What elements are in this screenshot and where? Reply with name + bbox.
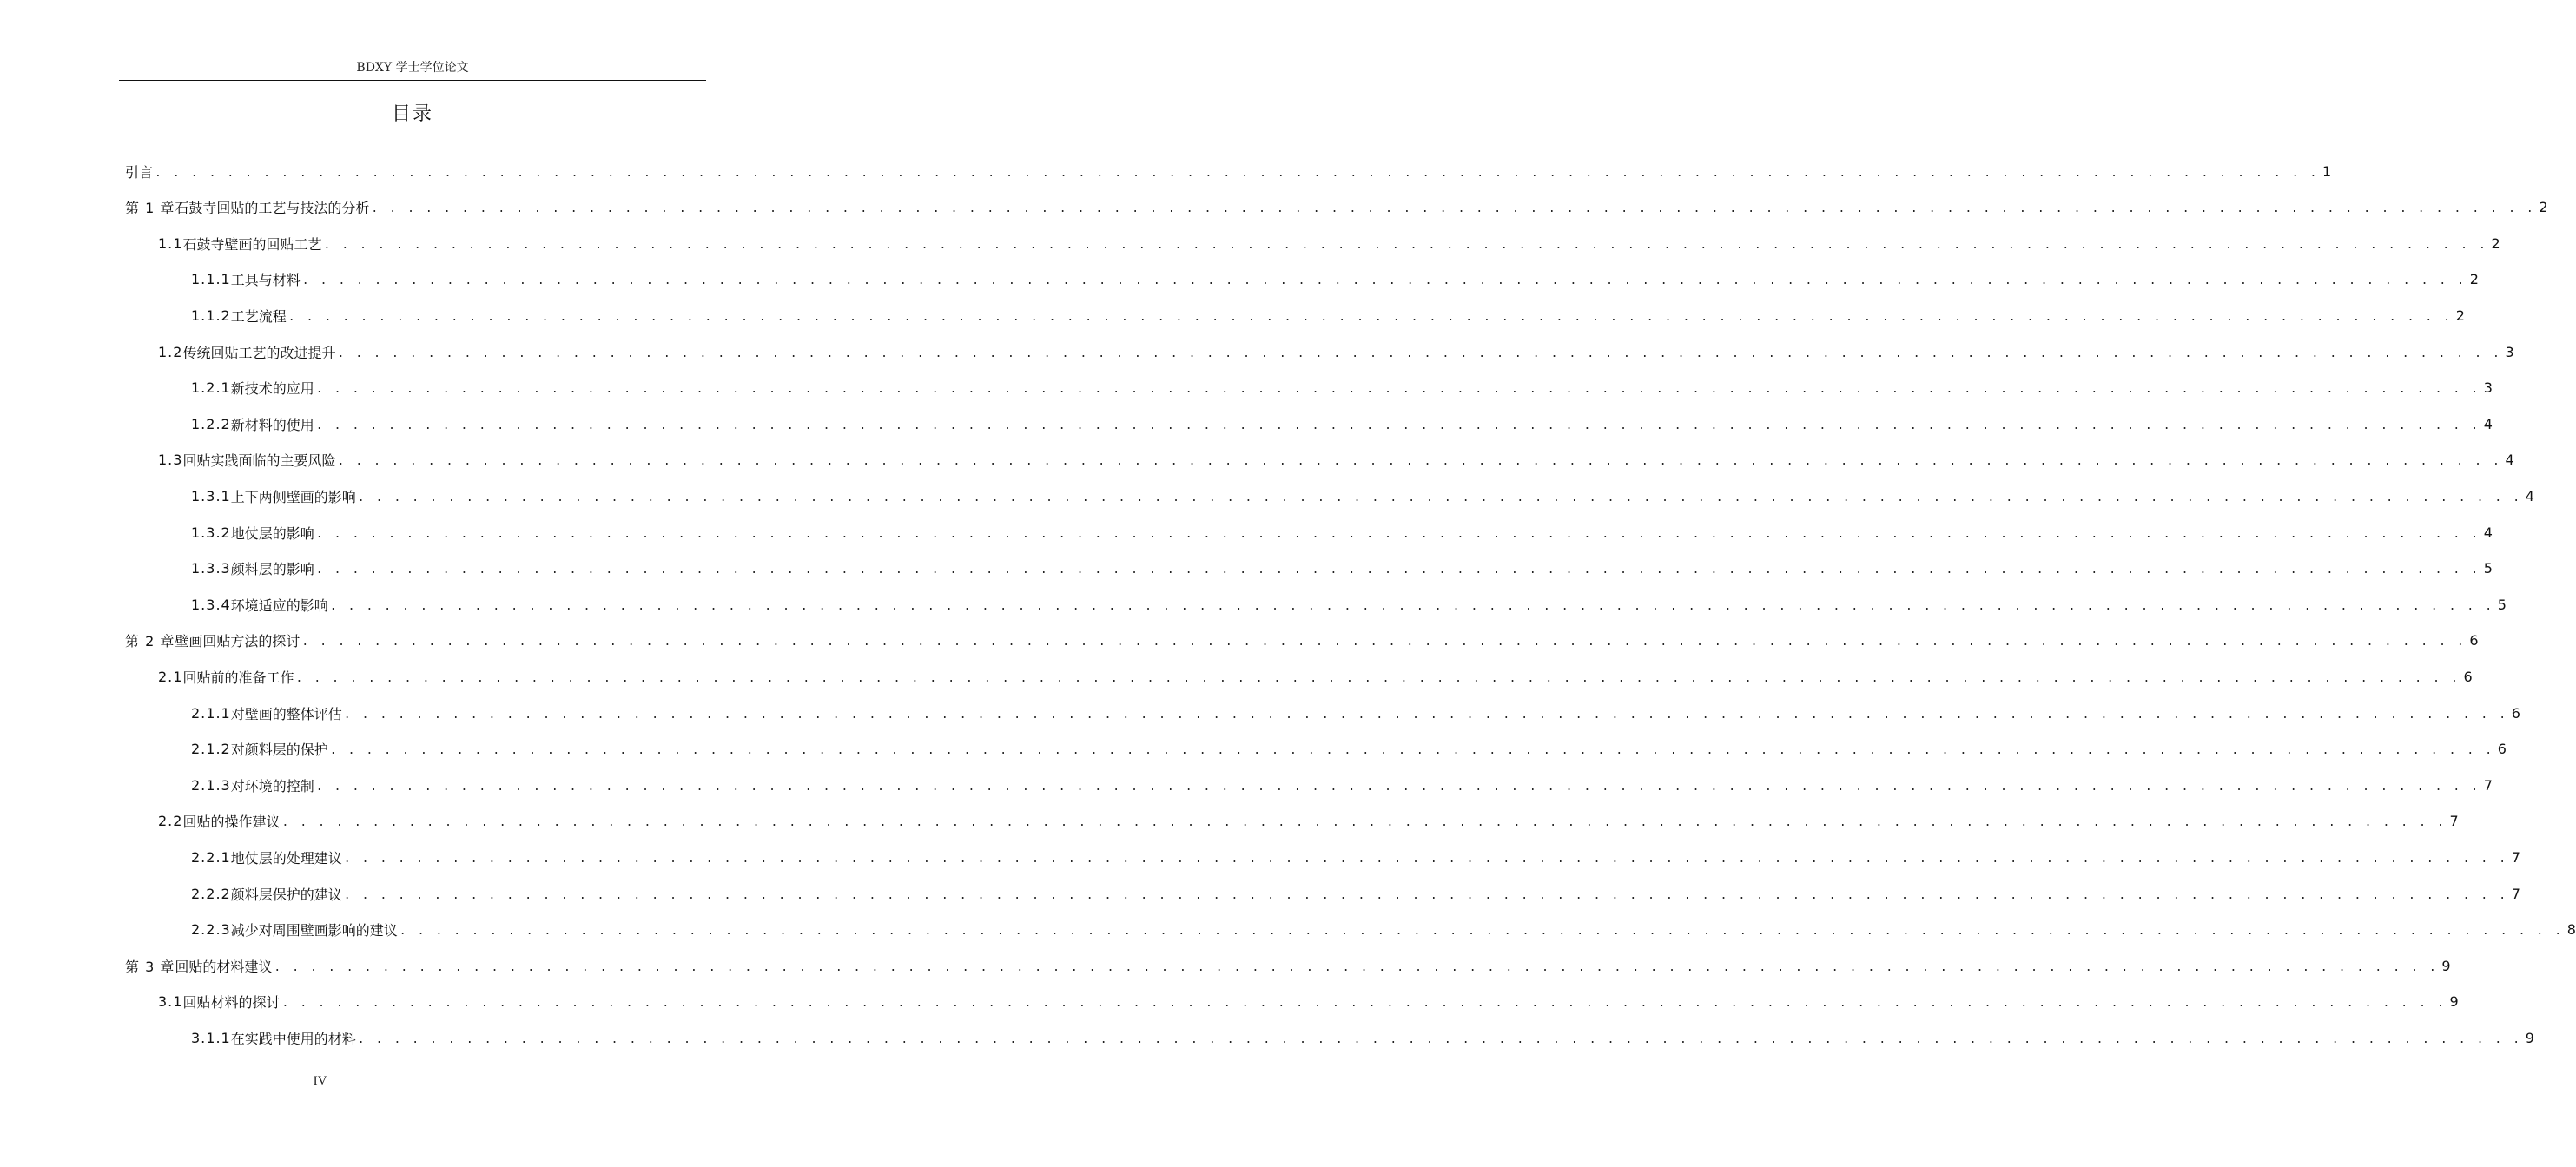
toc-entry-number: 1.1.2 bbox=[191, 307, 231, 324]
toc-entry-number: 2.1 bbox=[158, 668, 183, 685]
toc-entry-page: 2 bbox=[2469, 271, 2479, 288]
toc-entry-title: 地仗层的影响 bbox=[230, 524, 314, 542]
toc-entry-title: 对颜料层的保护 bbox=[230, 742, 328, 759]
toc-entry-page: 7 bbox=[2511, 848, 2520, 866]
toc-entry[interactable] bbox=[191, 912, 2576, 948]
toc-entry-number: 1.2.2 bbox=[191, 415, 231, 432]
toc-entry-number: 第 2 章 bbox=[125, 633, 175, 650]
toc-entry-title: 壁画回贴方法的探讨 bbox=[175, 633, 301, 650]
toc-dot-leader: . . . . . . . . . . . . . . . . . . . . . . . . . . . . . . . . . . . . . . . . . . . . . . . . . . . . . . . . . . . . . . . . . . . . . . . . . . . . . . . . . . . . . . . . . . . . . . . . . . . . . . . . . . . . . . . . . . . . . . . . bbox=[323, 238, 2488, 252]
toc-entry[interactable] bbox=[191, 405, 2493, 442]
toc-entry-page: 5 bbox=[2497, 596, 2507, 613]
toc-entry-number: 1.3.2 bbox=[191, 524, 231, 541]
toc-dot-leader: . . . . . . . . . . . . . . . . . . . . . . . . . . . . . . . . . . . . . . . . . . . . . . . . . . . . . . . . . . . . . . . . . . . . . . . . . . . . . . . . . . . . . . . . . . . . . . . . . . . . . . . . . . . . . . . . . . . . . . . . bbox=[287, 310, 2453, 324]
toc-entry-page: 4 bbox=[2483, 415, 2493, 432]
toc-entry-page: 7 bbox=[2511, 885, 2520, 902]
toc-dot-leader: . . . . . . . . . . . . . . . . . . . . . . . . . . . . . . . . . . . . . . . . . . . . . . . . . . . . . . . . . . . . . . . . . . . . . . . . . . . . . . . . . . . . . . . . . . . . . . . . . . . . . . . . . . . . . . . . . . . . . . . . bbox=[343, 708, 2508, 722]
toc-entry[interactable] bbox=[191, 767, 2493, 803]
toc-entry-page: 4 bbox=[2505, 452, 2514, 469]
running-header: BDXY 学士学位论文 bbox=[356, 61, 469, 75]
toc-entry[interactable] bbox=[191, 839, 2520, 875]
toc-entry-title: 工具与材料 bbox=[230, 272, 301, 289]
toc-entry-title: 回贴实践面临的主要风险 bbox=[182, 452, 336, 470]
toc-entry-title: 对环境的控制 bbox=[230, 777, 314, 794]
toc-entry-number: 1.3 bbox=[158, 452, 183, 469]
toc-entry-page: 5 bbox=[2483, 560, 2493, 577]
toc-entry[interactable] bbox=[158, 803, 2459, 840]
toc-dot-leader: . . . . . . . . . . . . . . . . . . . . . . . . . . . . . . . . . . . . . . . . . . . . . . . . . . . . . . . . . . . . . . . . . . . . . . . . . . . . . . . . . . . . . . . . . . . . . . . . . . . . . . . . . . . . . . . . . . . . . . . . bbox=[357, 491, 2522, 504]
toc-entry[interactable] bbox=[158, 658, 2473, 695]
toc-entry-number: 2.2.3 bbox=[191, 921, 231, 939]
toc-entry[interactable] bbox=[191, 370, 2493, 406]
toc-entry[interactable] bbox=[125, 153, 2332, 189]
toc-dot-leader: . . . . . . . . . . . . . . . . . . . . . . . . . . . . . . . . . . . . . . . . . . . . . . . . . . . . . . . . . . . . . . . . . . . . . . . . . . . . . . . . . . . . . . . . . . . . . . . . . . . . . . . . . . . . . . . . . . . . . . . . bbox=[315, 383, 2480, 397]
toc-entry-title: 工艺流程 bbox=[230, 307, 287, 325]
toc-dot-leader: . . . . . . . . . . . . . . . . . . . . . . . . . . . . . . . . . . . . . . . . . . . . . . . . . . . . . . . . . . . . . . . . . . . . . . . . . . . . . . . . . . . . . . . . . . . . . . . . . . . . . . . . . . . . . . . . . . . . . . . . bbox=[315, 419, 2480, 432]
toc-entry-page: 2 bbox=[2455, 307, 2465, 324]
toc-entry[interactable] bbox=[191, 478, 2534, 514]
toc-entry[interactable] bbox=[191, 586, 2507, 623]
toc-entry-page: 7 bbox=[2449, 813, 2459, 830]
toc-entry-number: 1.3.3 bbox=[191, 560, 231, 577]
header-rule bbox=[119, 80, 706, 81]
toc-entry-page: 1 bbox=[2322, 162, 2332, 180]
toc-dot-leader: . . . . . . . . . . . . . . . . . . . . . . . . . . . . . . . . . . . . . . . . . . . . . . . . . . . . . . . . . . . . . . . . . . . . . . . . . . . . . . . . . . . . . . . . . . . . . . . . . . . . . . . . . . . . . . . . . . . . . . . . bbox=[329, 744, 2494, 758]
toc-dot-leader: . . . . . . . . . . . . . . . . . . . . . . . . . . . . . . . . . . . . . . . . . . . . . . . . . . . . . . . . . . . . . . . . . . . . . . . . . . . . . . . . . . . . . . . . . . . . . . . . . . . . . . . . . . . . . . . . . . . . . . . . bbox=[301, 636, 2467, 649]
toc-dot-leader: . . . . . . . . . . . . . . . . . . . . . . . . . . . . . . . . . . . . . . . . . . . . . . . . . . . . . . . . . . . . . . . . . . . . . . . . . . . . . . . . . . . . . . . . . . . . . . . . . . . . . . . . . . . . . . . . . . . . . . . . bbox=[295, 671, 2460, 685]
toc-entry-title: 石鼓寺壁画的回贴工艺 bbox=[182, 235, 322, 253]
toc-dot-leader: . . . . . . . . . . . . . . . . . . . . . . . . . . . . . . . . . . . . . . . . . . . . . . . . . . . . . . . . . . . . . . . . . . . . . . . . . . . . . . . . . . . . . . . . . . . . . . . . . . . . . . . . . . . . . . . . . . . . . . . . bbox=[343, 888, 2508, 902]
toc-dot-leader: . . . . . . . . . . . . . . . . . . . . . . . . . . . . . . . . . . . . . . . . . . . . . . . . . . . . . . . . . . . . . . . . . . . . . . . . . . . . . . . . . . . . . . . . . . . . . . . . . . . . . . . . . . . . . . . . . . . . . . . . bbox=[315, 527, 2480, 541]
toc-entry[interactable] bbox=[158, 984, 2459, 1020]
toc-entry-number: 2.1.1 bbox=[191, 704, 231, 722]
toc-entry[interactable] bbox=[191, 261, 2479, 298]
toc-entry[interactable] bbox=[191, 514, 2493, 551]
toc-entry-page: 4 bbox=[2525, 487, 2534, 504]
toc-entry-title: 石鼓寺回贴的工艺与技法的分析 bbox=[175, 200, 370, 217]
toc-entry-page: 9 bbox=[2525, 1029, 2534, 1046]
toc-entry-page: 2 bbox=[2539, 199, 2548, 216]
toc-dot-leader: . . . . . . . . . . . . . . . . . . . . . . . . . . . . . . . . . . . . . . . . . . . . . . . . . . . . . . . . . . . . . . . . . . . . . . . . . . . . . . . . . . . . . . . . . . . . . . . . . . . . . . . . . . . . . . . . . . . . . . . . bbox=[343, 852, 2508, 866]
toc-entry[interactable] bbox=[158, 442, 2514, 478]
toc-entry[interactable] bbox=[191, 875, 2520, 912]
toc-entry-title: 新技术的应用 bbox=[230, 380, 314, 398]
toc-entry-number: 1.2.1 bbox=[191, 379, 231, 397]
toc-entry-page: 9 bbox=[2449, 993, 2459, 1011]
toc-entry-number: 1.3.1 bbox=[191, 487, 231, 504]
toc-entry-title: 在实践中使用的材料 bbox=[230, 1030, 356, 1047]
toc-entry-number: 2.2.2 bbox=[191, 885, 231, 902]
toc-dot-leader: . . . . . . . . . . . . . . . . . . . . . . . . . . . . . . . . . . . . . . . . . . . . . . . . . . . . . . . . . . . . . . . . . . . . . . . . . . . . . . . . . . . . . . . . . . . . . . . . . . . . . . . . . . . . . . . . . . . . . . . . bbox=[399, 925, 2564, 939]
toc-entry-number: 1.1 bbox=[158, 234, 183, 252]
toc-entry-number: 3.1 bbox=[158, 993, 183, 1011]
toc-entry[interactable] bbox=[125, 623, 2479, 659]
toc-entry[interactable] bbox=[191, 695, 2520, 731]
toc-entry-number: 2.1.2 bbox=[191, 741, 231, 758]
toc-entry-number: 1.3.4 bbox=[191, 596, 231, 613]
toc-entry-title: 回贴前的准备工作 bbox=[182, 669, 294, 686]
toc-entry-number: 第 1 章 bbox=[125, 200, 175, 217]
toc-dot-leader: . . . . . . . . . . . . . . . . . . . . . . . . . . . . . . . . . . . . . . . . . . . . . . . . . . . . . . . . . . . . . . . . . . . . . . . . . . . . . . . . . . . . . . . . . . . . . . . . . . . . . . . . . . . . . . . . . . . . . . . . bbox=[155, 166, 2319, 180]
toc-entry-number: 1.1.1 bbox=[191, 271, 231, 288]
toc-dot-leader: . . . . . . . . . . . . . . . . . . . . . . . . . . . . . . . . . . . . . . . . . . . . . . . . . . . . . . . . . . . . . . . . . . . . . . . . . . . . . . . . . . . . . . . . . . . . . . . . . . . . . . . . . . . . . . . . . . . . . . . . bbox=[371, 202, 2536, 216]
toc-entry-page: 6 bbox=[2497, 741, 2507, 758]
toc-dot-leader: . . . . . . . . . . . . . . . . . . . . . . . . . . . . . . . . . . . . . . . . . . . . . . . . . . . . . . . . . . . . . . . . . . . . . . . . . . . . . . . . . . . . . . . . . . . . . . . . . . . . . . . . . . . . . . . . . . . . . . . . bbox=[337, 346, 2502, 360]
toc-entry-title: 回贴材料的探讨 bbox=[182, 994, 281, 1012]
toc-entry[interactable] bbox=[125, 189, 2548, 226]
toc-entry-page: 8 bbox=[2566, 921, 2576, 939]
toc-entry-title: 颜料层的影响 bbox=[230, 561, 314, 578]
toc-entry-title: 新材料的使用 bbox=[230, 416, 314, 433]
toc-entry[interactable] bbox=[158, 225, 2500, 261]
toc-entry-number: 2.1.3 bbox=[191, 776, 231, 794]
toc-entry-page: 4 bbox=[2483, 524, 2493, 541]
toc-entry-title: 引言 bbox=[125, 163, 154, 181]
toc-entry-page: 2 bbox=[2491, 234, 2500, 252]
toc-entry-title: 回贴的操作建议 bbox=[182, 814, 281, 831]
toc-entry-number: 2.2.1 bbox=[191, 848, 231, 866]
toc-entry[interactable] bbox=[125, 947, 2451, 984]
toc-title: 目录 bbox=[391, 103, 433, 125]
toc-entry-title: 地仗层的处理建议 bbox=[230, 849, 342, 867]
toc-entry-page: 6 bbox=[2463, 668, 2473, 685]
toc-entry-number: 1.2 bbox=[158, 343, 183, 360]
toc-entry[interactable] bbox=[191, 731, 2507, 768]
toc-dot-leader: . . . . . . . . . . . . . . . . . . . . . . . . . . . . . . . . . . . . . . . . . . . . . . . . . . . . . . . . . . . . . . . . . . . . . . . . . . . . . . . . . . . . . . . . . . . . . . . . . . . . . . . . . . . . . . . . . . . . . . . . bbox=[281, 997, 2447, 1011]
toc-entry-page: 3 bbox=[2505, 343, 2514, 360]
toc-entry-title: 对壁画的整体评估 bbox=[230, 705, 342, 722]
toc-entry-number: 2.2 bbox=[158, 813, 183, 830]
toc-dot-leader: . . . . . . . . . . . . . . . . . . . . . . . . . . . . . . . . . . . . . . . . . . . . . . . . . . . . . . . . . . . . . . . . . . . . . . . . . . . . . . . . . . . . . . . . . . . . . . . . . . . . . . . . . . . . . . . . . . . . . . . . bbox=[337, 455, 2502, 469]
toc-entry-title: 环境适应的影响 bbox=[230, 597, 328, 614]
toc-entry-page: 7 bbox=[2483, 776, 2493, 794]
toc-entry-title: 颜料层保护的建议 bbox=[230, 886, 342, 903]
toc-dot-leader: . . . . . . . . . . . . . . . . . . . . . . . . . . . . . . . . . . . . . . . . . . . . . . . . . . . . . . . . . . . . . . . . . . . . . . . . . . . . . . . . . . . . . . . . . . . . . . . . . . . . . . . . . . . . . . . . . . . . . . . . bbox=[301, 274, 2467, 288]
toc-dot-leader: . . . . . . . . . . . . . . . . . . . . . . . . . . . . . . . . . . . . . . . . . . . . . . . . . . . . . . . . . . . . . . . . . . . . . . . . . . . . . . . . . . . . . . . . . . . . . . . . . . . . . . . . . . . . . . . . . . . . . . . . bbox=[274, 960, 2439, 974]
toc-dot-leader: . . . . . . . . . . . . . . . . . . . . . . . . . . . . . . . . . . . . . . . . . . . . . . . . . . . . . . . . . . . . . . . . . . . . . . . . . . . . . . . . . . . . . . . . . . . . . . . . . . . . . . . . . . . . . . . . . . . . . . . . bbox=[329, 599, 2494, 613]
footer-page-number: IV bbox=[313, 1074, 327, 1088]
toc-dot-leader: . . . . . . . . . . . . . . . . . . . . . . . . . . . . . . . . . . . . . . . . . . . . . . . . . . . . . . . . . . . . . . . . . . . . . . . . . . . . . . . . . . . . . . . . . . . . . . . . . . . . . . . . . . . . . . . . . . . . . . . . bbox=[357, 1032, 2522, 1046]
toc-entry-page: 6 bbox=[2511, 704, 2520, 722]
toc-entry-page: 6 bbox=[2469, 632, 2479, 649]
toc-entry-number: 3.1.1 bbox=[191, 1029, 231, 1046]
toc-dot-leader: . . . . . . . . . . . . . . . . . . . . . . . . . . . . . . . . . . . . . . . . . . . . . . . . . . . . . . . . . . . . . . . . . . . . . . . . . . . . . . . . . . . . . . . . . . . . . . . . . . . . . . . . . . . . . . . . . . . . . . . . bbox=[315, 564, 2480, 577]
toc-entry[interactable] bbox=[191, 551, 2493, 587]
toc-entry[interactable] bbox=[191, 1019, 2534, 1056]
toc-entry-title: 减少对周围壁画影响的建议 bbox=[230, 922, 398, 940]
toc-entry-title: 上下两侧壁画的影响 bbox=[230, 488, 356, 505]
toc-entry-title: 传统回贴工艺的改进提升 bbox=[182, 344, 336, 361]
toc-dot-leader: . . . . . . . . . . . . . . . . . . . . . . . . . . . . . . . . . . . . . . . . . . . . . . . . . . . . . . . . . . . . . . . . . . . . . . . . . . . . . . . . . . . . . . . . . . . . . . . . . . . . . . . . . . . . . . . . . . . . . . . . bbox=[281, 816, 2447, 830]
toc-entry-page: 3 bbox=[2483, 379, 2493, 397]
toc-entry[interactable] bbox=[158, 333, 2514, 370]
toc-entry-number: 第 3 章 bbox=[125, 958, 175, 975]
toc-dot-leader: . . . . . . . . . . . . . . . . . . . . . . . . . . . . . . . . . . . . . . . . . . . . . . . . . . . . . . . . . . . . . . . . . . . . . . . . . . . . . . . . . . . . . . . . . . . . . . . . . . . . . . . . . . . . . . . . . . . . . . . . bbox=[315, 780, 2480, 794]
toc-entry[interactable] bbox=[191, 297, 2465, 333]
toc-entry-title: 回贴的材料建议 bbox=[175, 958, 273, 975]
toc-entry-page: 9 bbox=[2441, 957, 2451, 974]
